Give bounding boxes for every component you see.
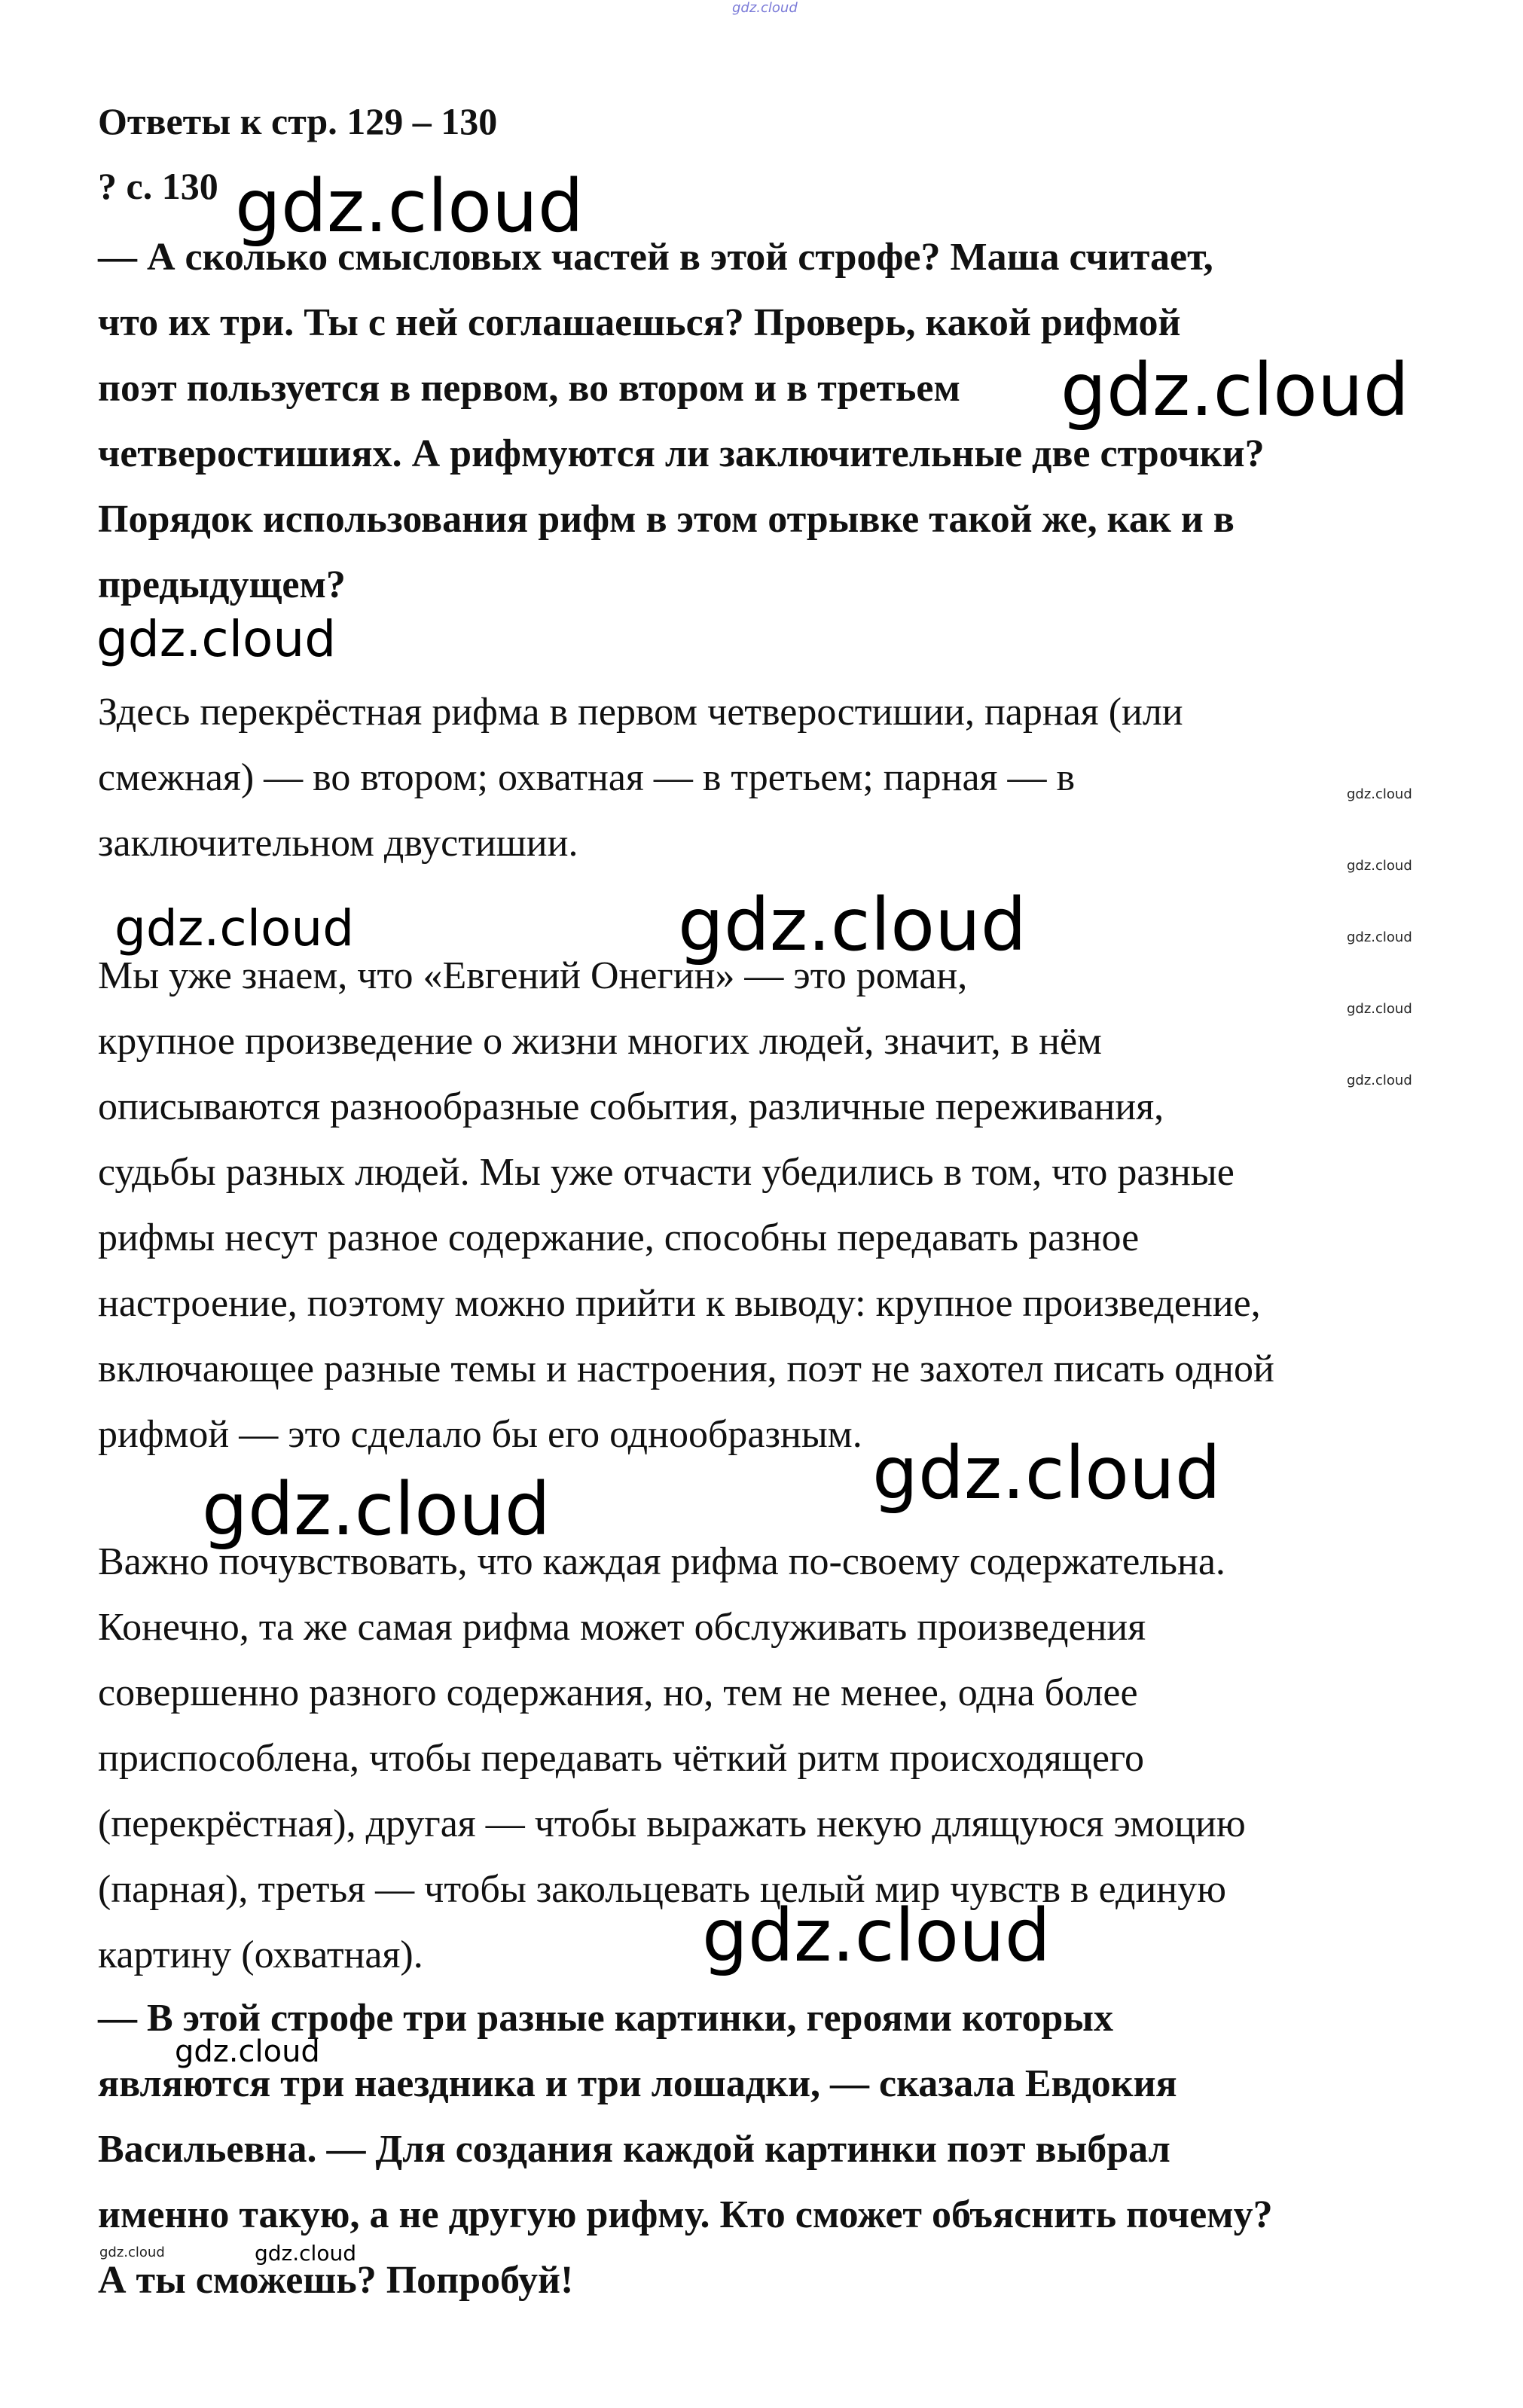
watermark: gdz.cloud <box>1347 1001 1412 1017</box>
watermark: gdz.cloud <box>1061 348 1409 432</box>
answer-block <box>98 679 1183 876</box>
answer-block <box>98 943 1274 1467</box>
watermark: gdz.cloud <box>202 1467 551 1552</box>
question-line: Васильевна. — Для создания каждой картинки поэт выбрал <box>98 2128 1170 2171</box>
watermark: gdz.cloud <box>1347 786 1412 802</box>
page-reference: ? с. 130 <box>98 165 218 207</box>
watermark: gdz.cloud <box>114 899 355 957</box>
answer-block <box>98 1529 1246 1988</box>
answer-line: судьбы разных людей. Мы уже отчасти убедились в том, что разные <box>98 1151 1235 1194</box>
watermark: gdz.cloud <box>1347 858 1412 874</box>
question-line: четверостишиях. А рифмуются ли заключительные две строчки? <box>98 432 1265 475</box>
answer-line: заключительном двустишии. <box>98 822 578 865</box>
watermark: gdz.cloud <box>235 164 584 249</box>
page-title: Ответы к стр. 129 – 130 <box>98 100 498 142</box>
question-line: Порядок использования рифм в этом отрывке такой же, как и в <box>98 498 1235 541</box>
watermark: gdz.cloud <box>175 2034 320 2069</box>
question-line: предыдущем? <box>98 563 346 606</box>
answer-line: включающее разные темы и настроения, поэт не захотел писать одной <box>98 1347 1274 1390</box>
watermark: gdz.cloud <box>678 883 1027 967</box>
watermark: gdz.cloud <box>732 0 798 16</box>
watermark: gdz.cloud <box>872 1431 1221 1515</box>
watermark: gdz.cloud <box>702 1894 1051 1978</box>
question-line: являются три наездника и три лошадки, — сказала Евдокия <box>98 2062 1177 2105</box>
answer-line: рифмой — это сделало бы его однообразным. <box>98 1413 862 1456</box>
question-line: что их три. Ты с ней соглашаешься? Проверь, какой рифмой <box>98 301 1181 344</box>
answer-line: картину (охватная). <box>98 1933 423 1976</box>
question-line: — А сколько смысловых частей в этой строфе? Маша считает, <box>98 236 1213 279</box>
answer-line: (парная), третья — чтобы закольцевать целый мир чувств в единую <box>98 1868 1226 1911</box>
answer-line: Конечно, та же самая рифма может обслуживать произведения <box>98 1606 1146 1649</box>
question-line: — В этой строфе три разные картинки, героями которых <box>98 1997 1113 2040</box>
watermark: gdz.cloud <box>96 610 337 668</box>
answer-line: настроение, поэтому можно прийти к выводу: крупное произведение, <box>98 1282 1261 1325</box>
answer-line: Мы уже знаем, что «Евгений Онегин» — это роман, <box>98 954 968 997</box>
answer-line: крупное произведение о жизни многих людей, значит, в нём <box>98 1020 1102 1063</box>
question-line: поэт пользуется в первом, во втором и в третьем <box>98 367 960 410</box>
watermark: gdz.cloud <box>1347 1073 1412 1088</box>
answer-line: описываются разнообразные события, различные переживания, <box>98 1085 1164 1128</box>
answer-line: совершенно разного содержания, но, тем не менее, одна более <box>98 1671 1138 1714</box>
answer-line: смежная) — во втором; охватная — в третьем; парная — в <box>98 756 1076 799</box>
answer-line: рифмы несут разное содержание, способны передавать разное <box>98 1216 1140 1259</box>
answer-line: (перекрёстная), другая — чтобы выражать некую длящуюся эмоцию <box>98 1802 1246 1845</box>
answer-line: Здесь перекрёстная рифма в первом четверостишии, парная (или <box>98 691 1183 734</box>
question-line: именно такую, а не другую рифму. Кто сможет объяснить почему? <box>98 2193 1273 2236</box>
question-line: А ты сможешь? Попробуй! <box>98 2259 574 2302</box>
answer-line: Важно почувствовать, что каждая рифма по-своему содержательна. <box>98 1540 1225 1583</box>
watermark: gdz.cloud <box>99 2245 165 2260</box>
answer-line: приспособлена, чтобы передавать чёткий ритм происходящего <box>98 1737 1144 1780</box>
watermark: gdz.cloud <box>255 2241 356 2266</box>
watermark: gdz.cloud <box>1347 929 1412 945</box>
